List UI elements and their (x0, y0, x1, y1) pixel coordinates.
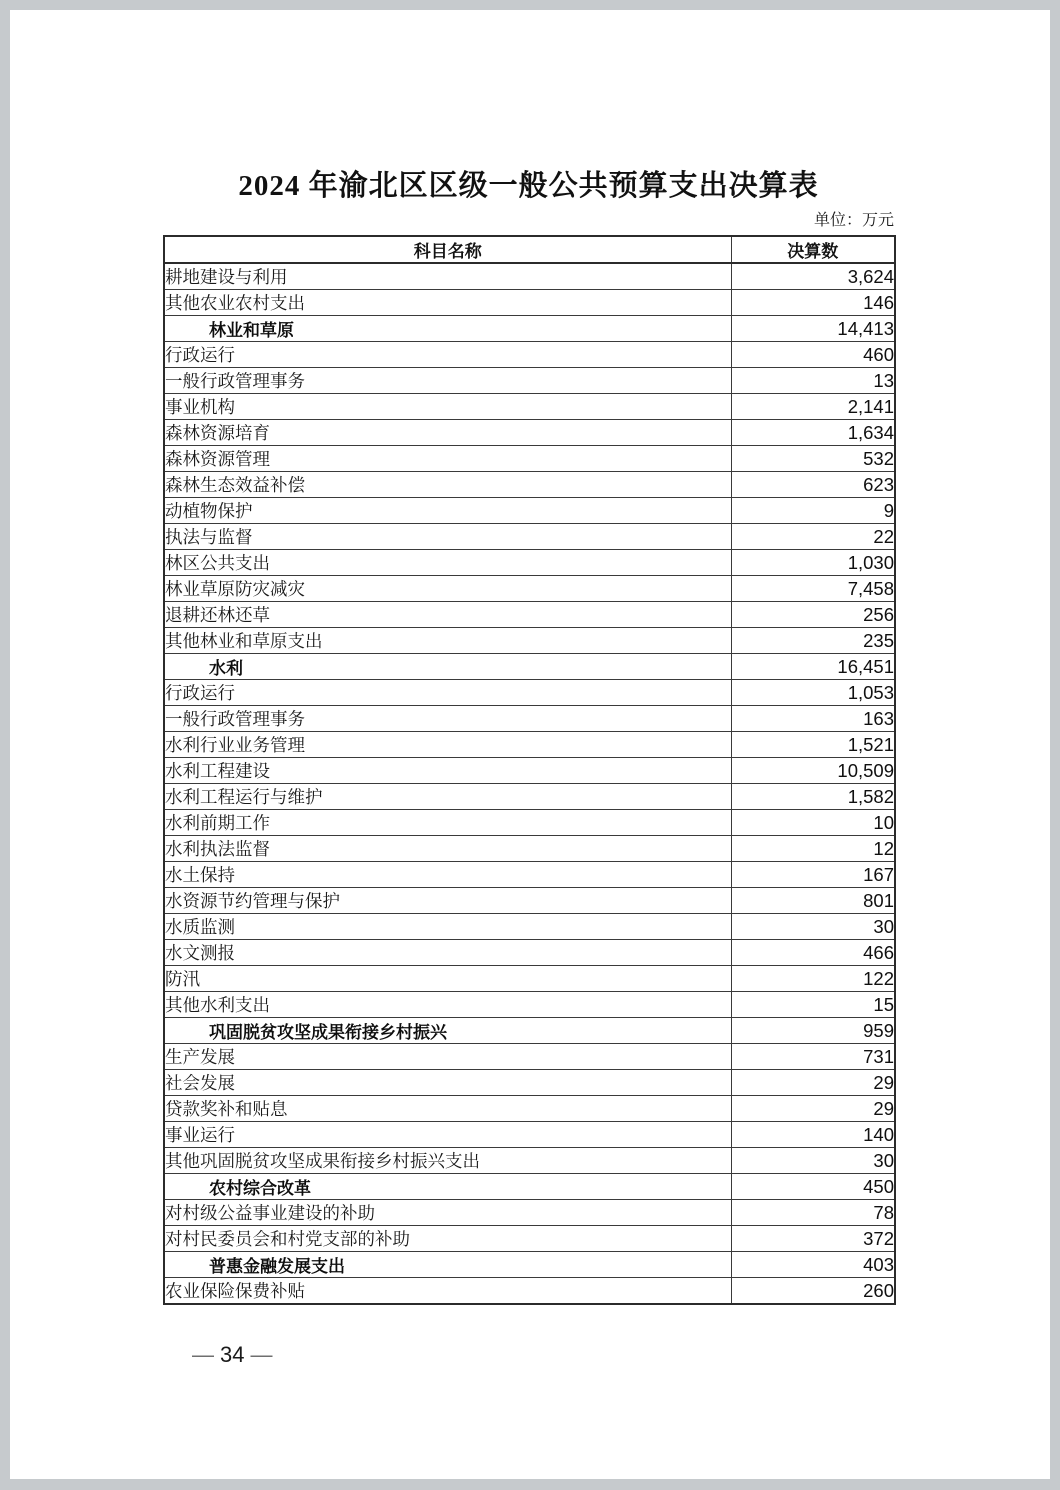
table-row (164, 654, 895, 680)
table-row (164, 290, 895, 316)
subject-name-cell: 一般行政管理事务 (164, 368, 731, 394)
table-header-row (164, 236, 895, 263)
subject-name-cell: 水资源节约管理与保护 (164, 888, 731, 914)
table-row (164, 914, 895, 940)
final-amount-cell: 3,624 (731, 263, 895, 290)
table-row (164, 446, 895, 472)
final-amount-cell: 403 (731, 1252, 895, 1278)
final-amount-cell: 1,634 (731, 420, 895, 446)
subject-name-cell: 巩固脱贫攻坚成果衔接乡村振兴 (164, 1018, 731, 1044)
table-row (164, 862, 895, 888)
subject-name-cell: 水利行业业务管理 (164, 732, 731, 758)
final-amount-cell: 163 (731, 706, 895, 732)
subject-name-cell: 贷款奖补和贴息 (164, 1096, 731, 1122)
table-row (164, 524, 895, 550)
subject-name-cell: 水利前期工作 (164, 810, 731, 836)
final-amount-cell: 959 (731, 1018, 895, 1044)
final-amount-cell: 466 (731, 940, 895, 966)
table-row (164, 1044, 895, 1070)
table-row (164, 628, 895, 654)
final-amount-cell: 256 (731, 602, 895, 628)
final-amount-cell: 167 (731, 862, 895, 888)
final-amount-cell: 10 (731, 810, 895, 836)
table-row (164, 472, 895, 498)
table-row (164, 1018, 895, 1044)
table-row (164, 1226, 895, 1252)
page-number (186, 1342, 278, 1368)
table-row (164, 810, 895, 836)
final-amount-cell: 7,458 (731, 576, 895, 602)
table-row (164, 758, 895, 784)
subject-name-cell: 事业机构 (164, 394, 731, 420)
final-amount-cell: 801 (731, 888, 895, 914)
subject-name-cell: 对村民委员会和村党支部的补助 (164, 1226, 731, 1252)
subject-name-cell: 动植物保护 (164, 498, 731, 524)
table-row (164, 784, 895, 810)
subject-name-cell: 执法与监督 (164, 524, 731, 550)
table-row (164, 602, 895, 628)
final-amount-cell: 623 (731, 472, 895, 498)
table-row (164, 263, 895, 290)
final-amount-cell: 29 (731, 1070, 895, 1096)
table-row (164, 1070, 895, 1096)
table-row (164, 394, 895, 420)
table-row (164, 576, 895, 602)
subject-name-cell: 林业草原防灾减灾 (164, 576, 731, 602)
page-content (163, 168, 894, 1305)
subject-name-cell: 林业和草原 (164, 316, 731, 342)
final-amount-cell: 30 (731, 914, 895, 940)
final-amount-cell: 9 (731, 498, 895, 524)
subject-name-cell: 一般行政管理事务 (164, 706, 731, 732)
final-amount-cell: 1,030 (731, 550, 895, 576)
column-header-amount: 决算数 (731, 236, 895, 263)
table-row (164, 888, 895, 914)
subject-name-cell: 水利工程建设 (164, 758, 731, 784)
final-amount-cell: 14,413 (731, 316, 895, 342)
subject-name-cell: 农业保险保费补贴 (164, 1278, 731, 1305)
final-amount-cell: 78 (731, 1200, 895, 1226)
table-row (164, 498, 895, 524)
final-amount-cell: 15 (731, 992, 895, 1018)
final-amount-cell: 30 (731, 1148, 895, 1174)
final-amount-cell: 12 (731, 836, 895, 862)
subject-name-cell: 农村综合改革 (164, 1174, 731, 1200)
subject-name-cell: 水利工程运行与维护 (164, 784, 731, 810)
page-number-value: 34 (220, 1342, 245, 1367)
subject-name-cell: 水土保持 (164, 862, 731, 888)
final-amount-cell: 1,521 (731, 732, 895, 758)
final-amount-cell: 22 (731, 524, 895, 550)
table-row (164, 940, 895, 966)
table-row (164, 316, 895, 342)
table-row (164, 1148, 895, 1174)
final-amount-cell: 10,509 (731, 758, 895, 784)
table-row (164, 966, 895, 992)
table-row (164, 706, 895, 732)
subject-name-cell: 水质监测 (164, 914, 731, 940)
subject-name-cell: 普惠金融发展支出 (164, 1252, 731, 1278)
subject-name-cell: 其他农业农村支出 (164, 290, 731, 316)
table-row (164, 680, 895, 706)
subject-name-cell: 林区公共支出 (164, 550, 731, 576)
subject-name-cell: 其他水利支出 (164, 992, 731, 1018)
table-row (164, 368, 895, 394)
final-amount-cell: 2,141 (731, 394, 895, 420)
final-amount-cell: 140 (731, 1122, 895, 1148)
subject-name-cell: 事业运行 (164, 1122, 731, 1148)
final-amount-cell: 450 (731, 1174, 895, 1200)
table-row (164, 836, 895, 862)
final-amount-cell: 372 (731, 1226, 895, 1252)
table-row (164, 1252, 895, 1278)
subject-name-cell: 其他林业和草原支出 (164, 628, 731, 654)
table-row (164, 550, 895, 576)
subject-name-cell: 行政运行 (164, 342, 731, 368)
document-page (10, 10, 1050, 1479)
final-amount-cell: 1,053 (731, 680, 895, 706)
final-amount-cell: 731 (731, 1044, 895, 1070)
final-amount-cell: 532 (731, 446, 895, 472)
subject-name-cell: 森林资源培育 (164, 420, 731, 446)
subject-name-cell: 其他巩固脱贫攻坚成果衔接乡村振兴支出 (164, 1148, 731, 1174)
page-number-dash-right: — (250, 1342, 273, 1367)
final-amount-cell: 146 (731, 290, 895, 316)
table-row (164, 1096, 895, 1122)
subject-name-cell: 社会发展 (164, 1070, 731, 1096)
subject-name-cell: 耕地建设与利用 (164, 263, 731, 290)
table-row (164, 1278, 895, 1305)
budget-table-body (164, 263, 895, 1304)
table-row (164, 1200, 895, 1226)
final-amount-cell: 235 (731, 628, 895, 654)
subject-name-cell: 森林资源管理 (164, 446, 731, 472)
table-row (164, 342, 895, 368)
subject-name-cell: 水利 (164, 654, 731, 680)
table-row (164, 1174, 895, 1200)
unit-label: 单位：万元 (813, 212, 894, 229)
final-amount-cell: 260 (731, 1278, 895, 1305)
subject-name-cell: 生产发展 (164, 1044, 731, 1070)
final-amount-cell: 16,451 (731, 654, 895, 680)
table-row (164, 992, 895, 1018)
subject-name-cell: 森林生态效益补偿 (164, 472, 731, 498)
table-row (164, 1122, 895, 1148)
final-amount-cell: 460 (731, 342, 895, 368)
subject-name-cell: 退耕还林还草 (164, 602, 731, 628)
budget-table (163, 235, 896, 1305)
page-title: 2024 年渝北区区级一般公共预算支出决算表 (238, 170, 819, 202)
table-row (164, 732, 895, 758)
subject-name-cell: 水文测报 (164, 940, 731, 966)
subject-name-cell: 水利执法监督 (164, 836, 731, 862)
subject-name-cell: 对村级公益事业建设的补助 (164, 1200, 731, 1226)
column-header-subject: 科目名称 (164, 236, 731, 263)
subject-name-cell: 行政运行 (164, 680, 731, 706)
final-amount-cell: 13 (731, 368, 895, 394)
page-number-dash-left: — (192, 1342, 214, 1367)
final-amount-cell: 1,582 (731, 784, 895, 810)
table-row (164, 420, 895, 446)
final-amount-cell: 122 (731, 966, 895, 992)
final-amount-cell: 29 (731, 1096, 895, 1122)
subject-name-cell: 防汛 (164, 966, 731, 992)
